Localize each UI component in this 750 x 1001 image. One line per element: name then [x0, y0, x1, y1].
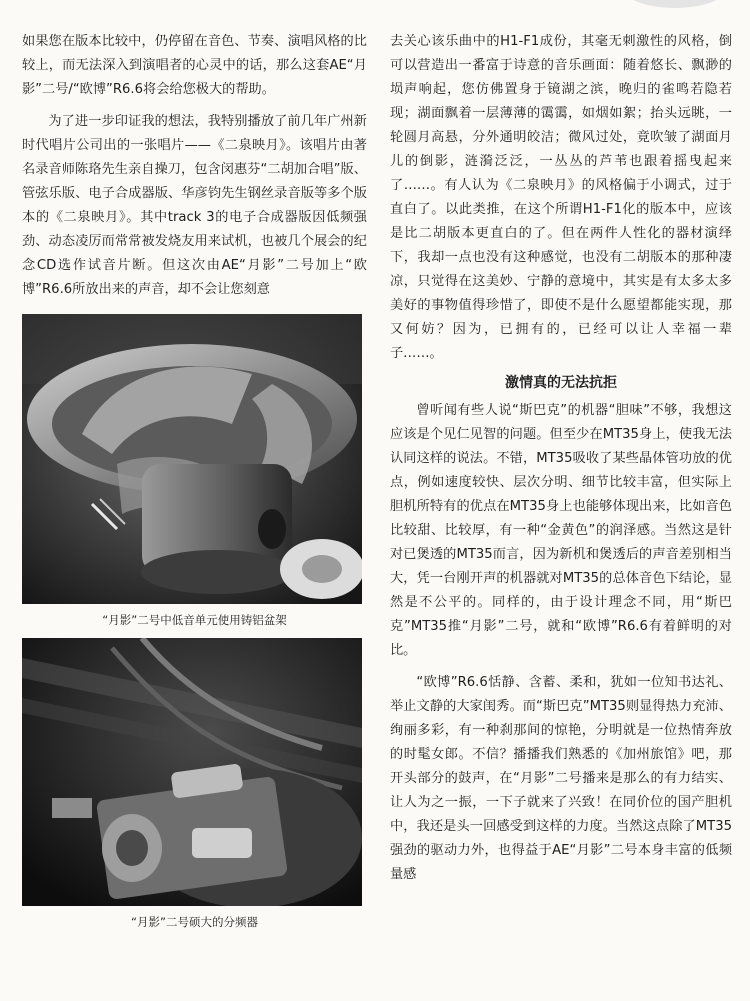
speaker-driver-photo	[22, 314, 362, 604]
left-column	[22, 30, 367, 930]
body-paragraph-1: 如果您在版本比较中，仍停留在音色、节奏、演唱风格的比较上，而无法深入到演唱者的心灵中的话，那么这套AE“月影”二号/“欧博”R6.6将会给您极大的帮助。	[22, 34, 367, 97]
body-paragraph-2: 为了进一步印证我的想法，我特别播放了前几年广州新时代唱片公司出的一张唱片——《二泉映月》。该唱片由著名录音师陈珞先生亲自操刀，包含闵惠芬“二胡加合唱”版、管弦乐版、电子合成器版、华彦钧先生钢丝录音版等多个版本的《二泉映月》。其中track 3的电子合成器版因低频强劲、动态凌厉而常常被发烧友用来试机，也被几个展会的纪念CD选作试音片断。但这次由AE“月影”二号加上“欧博”R6.6所放出来的声音，却不会让您刻意	[22, 114, 367, 297]
section-heading: 激情真的无法抗拒	[505, 375, 617, 391]
body-paragraph-5: “欧博”R6.6恬静、含蓄、柔和，犹如一位知书达礼、举止文静的大家闺秀。而“斯巴克”MT35则显得热力充沛、绚丽多彩，有一种刹那间的惊艳，分明就是一位热情奔放的时髦女郎。不信？播播我们熟悉的《加州旅馆》吧，那开头部分的鼓声，在“月影”二号播来是那么的有力结实、让人为之一振，一下子就来了兴致！在同价位的国产胆机中，我还是头一回感受到这样的力度。当然这点除了MT35强劲的驱动力外，也得益于AE“月影”二号本身丰富的低频量感	[390, 675, 732, 882]
figure-caption: “月影”二号中低音单元使用铸铝盆架	[102, 613, 287, 627]
figure-caption: “月影”二号硕大的分频器	[131, 915, 258, 929]
crossover-photo	[22, 638, 362, 906]
figure-crossover	[22, 638, 367, 930]
body-paragraph-3: 去关心该乐曲中的H1-F1成份，其毫无刺激性的风格，倒可以营造出一番富于诗意的音乐画面：随着悠长、飘渺的埙声响起，您仿佛置身于镜湖之滨，晚归的雀鸣若隐若现；湖面飘着一层薄薄的霭霭，如烟如絮；抬头远眺，一轮圆月高悬，分外通明皎洁；微风过处，竟吹皱了湖面月儿的倒影，涟漪泛泛，一丛丛的芦苇也跟着摇曳起来了……。有人认为《二泉映月》的风格偏于小调式，过于直白了。以此类推，在这个所谓H1-F1化的版本中，应该是比二胡版本更直白的了。但在两件人性化的器材演绎下，我却一点也没有这种感觉，也没有二胡版本的那种凄凉，只觉得在这美妙、宁静的意境中，其实是有太多太多美好的事物值得珍惜了，即使不是什么愿望都能实现，那又何妨？因为，已拥有的，已经可以让人幸福一辈子……。	[390, 34, 732, 361]
page-corner-decoration	[620, 0, 730, 8]
right-column	[390, 30, 732, 887]
body-paragraph-4: 曾听闻有些人说“斯巴克”的机器“胆味”不够，我想这应该是个见仁见智的问题。但至少在MT35身上，使我无法认同这样的说法。不错，MT35吸收了某些晶体管功放的优点，例如速度较快、层次分明、细节比较丰富，但实际上胆机所特有的优点在MT35身上也能够体现出来，比如音色比较甜、比较厚，有一种“金黄色”的润泽感。当然这是针对已煲透的MT35而言，因为新机和煲透后的声音差别相当大，凭一台刚开声的机器就对MT35的总体音色下结论，显然是不公平的。同样的，由于设计理念不同，用“斯巴克”MT35推“月影”二号，就和“欧博”R6.6有着鲜明的对比。	[390, 403, 732, 658]
figure-speaker-driver	[22, 314, 367, 628]
